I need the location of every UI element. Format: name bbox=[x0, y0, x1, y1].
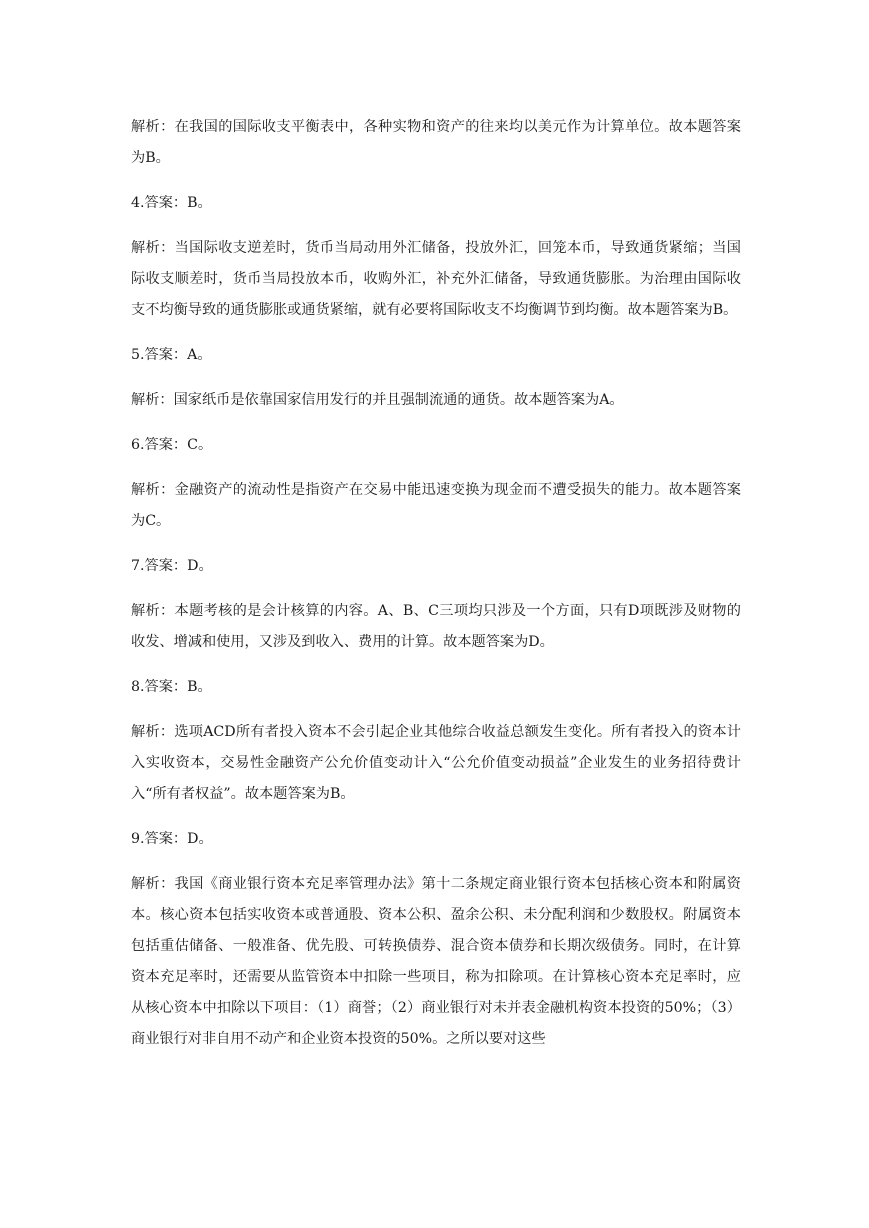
answer-q4: 4.答案：B。 bbox=[131, 195, 212, 211]
answer-q5: 5.答案：A。 bbox=[131, 347, 212, 363]
answer-q6: 6.答案：C。 bbox=[131, 437, 213, 453]
explanation-q4: 解析：当国际收支逆差时，货币当局动用外汇储备，投放外汇，回笼本币，导致通货紧缩；当国际收支顺差时，货币当局投放本币，收购外汇，补充外汇储备，导致通货膨胀。为治理由国际收支不均衡导致的通货膨胀或通货紧缩，就有必要将国际收支不均衡调节到均衡。故本题答案为B。 bbox=[131, 240, 741, 318]
explanation-q3: 解析：在我国的国际收支平衡表中，各种实物和资产的往来均以美元作为计算单位。故本题答案为B。 bbox=[131, 119, 741, 166]
answer-q7: 7.答案：D。 bbox=[131, 558, 213, 574]
explanation-q8: 解析：选项ACD所有者投入资本不会引起企业其他综合收益总额发生变化。所有者投入的资本计入实收资本，交易性金融资产公允价值变动计入“公允价值变动损益”企业发生的业务招待费计入“所有者权益”。故本题答案为B。 bbox=[131, 724, 741, 802]
answer-q8: 8.答案：B。 bbox=[131, 679, 212, 695]
explanation-q5: 解析：国家纸币是依靠国家信用发行的并且强制流通的通货。故本题答案为A。 bbox=[131, 392, 624, 408]
explanation-q6: 解析：金融资产的流动性是指资产在交易中能迅速变换为现金而不遭受损失的能力。故本题答案为C。 bbox=[131, 482, 741, 529]
answer-q9: 9.答案：D。 bbox=[131, 831, 213, 847]
explanation-q9: 解析：我国《商业银行资本充足率管理办法》第十二条规定商业银行资本包括核心资本和附属资本。核心资本包括实收资本或普通股、资本公积、盈余公积、未分配利润和少数股权。附属资本包括重估储备、一般准备、优先股、可转换债券、混合资本债券和长期次级债务。同时，在计算资本充足率时，还需要从监管资本中扣除一些项目，称为扣除项。在计算核心资本充足率时，应从核心资本中扣除以下项目：（1）商誉；（2）商业银行对未并表金融机构资本投资的50%；（3）商业银行对非自用不动产和企业资本投资的50%。之所以要对这些 bbox=[131, 876, 741, 1047]
explanation-q7: 解析：本题考核的是会计核算的内容。A、B、C三项均只涉及一个方面，只有D项既涉及财物的收发、增减和使用，又涉及到收入、费用的计算。故本题答案为D。 bbox=[131, 603, 741, 650]
document-body bbox=[131, 112, 741, 1069]
